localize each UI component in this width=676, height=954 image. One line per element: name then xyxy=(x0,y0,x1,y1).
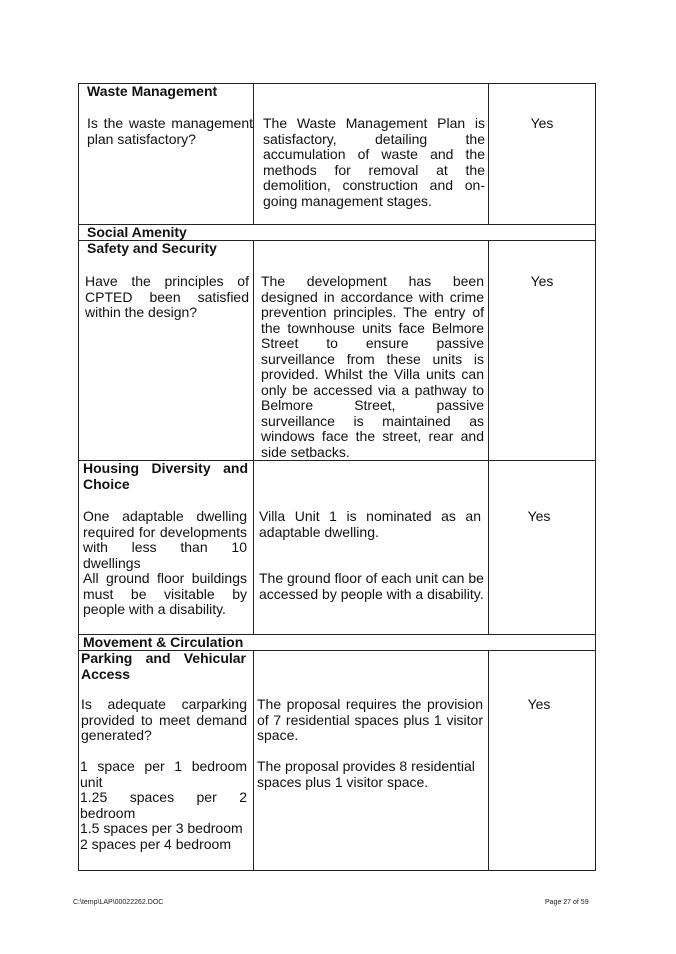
safety-compliance: Yes xyxy=(530,273,554,289)
column-divider xyxy=(488,650,489,871)
parking-compliance: Yes xyxy=(527,696,551,712)
footer-page-number: Page 27 of 59 xyxy=(545,899,589,906)
section-heading-parking: Parking and Vehicular Access xyxy=(81,650,246,682)
housing-question-adaptable: One adaptable dwelling required for developments with less than 10 dwellings xyxy=(83,508,247,571)
parking-comment-required: The proposal requires the provision of 7 residential spaces plus 1 visitor space. xyxy=(257,696,483,743)
table-border-right xyxy=(595,83,596,871)
section-heading-housing: Housing Diversity and Choice xyxy=(83,460,248,492)
housing-comment-adaptable: Villa Unit 1 is nominated as an adaptable dwelling. xyxy=(259,508,481,540)
parking-question: Is adequate carparking provided to meet demand generated? xyxy=(81,696,247,743)
safety-comment: The development has been designed in accordance with crime prevention principles. The entry of the townhouse units face Belmore Street to ensure passive surveillance from these units is provided. Whilst the Villa units can only be accessed via a pathway to Belmore Street, passive surveillance is maintained as windows face the street, rear and side setbacks. xyxy=(261,273,484,460)
column-divider xyxy=(253,240,254,635)
parking-rate-item: 1 space per 1 bedroom unit xyxy=(80,758,247,790)
housing-question-visitable: All ground floor buildings must be visitable by people with a disability. xyxy=(83,570,247,617)
table-border-left xyxy=(78,83,79,871)
section-heading-movement: Movement & Circulation xyxy=(83,634,244,650)
housing-comment-visitable: The ground floor of each unit can be accessed by people with a disability. xyxy=(259,570,484,602)
column-divider xyxy=(488,83,489,224)
column-divider xyxy=(253,650,254,871)
waste-question: Is the waste management plan satisfactory? xyxy=(87,115,253,147)
parking-comment-provided: The proposal provides 8 residential spaces plus 1 visitor space. xyxy=(257,758,475,790)
section-heading-safety: Safety and Security xyxy=(87,240,217,256)
table-border-bottom xyxy=(78,870,596,871)
footer-file-path: C:\temp\LAP\00022262.DOC xyxy=(73,899,164,906)
parking-rate-item: 1.5 spaces per 3 bedroom xyxy=(80,820,243,836)
safety-question: Have the principles of CPTED been satisfied within the design? xyxy=(85,273,249,320)
section-heading-waste: Waste Management xyxy=(87,83,218,99)
parking-rate-item: 2 spaces per 4 bedroom xyxy=(80,835,231,852)
parking-rate-item: 1.25 spaces per 2 bedroom xyxy=(80,789,247,821)
waste-comment: The Waste Management Plan is satisfactory, detailing the accumulation of waste and the methods for removal at the demolition, construction and on-going management stages. xyxy=(263,115,485,209)
waste-compliance: Yes xyxy=(530,115,554,131)
column-divider xyxy=(253,83,254,224)
parking-rates-list xyxy=(80,759,247,852)
column-divider xyxy=(488,240,489,635)
housing-compliance: Yes xyxy=(527,508,551,524)
section-heading-social-amenity: Social Amenity xyxy=(87,224,187,240)
assessment-table xyxy=(78,83,596,871)
